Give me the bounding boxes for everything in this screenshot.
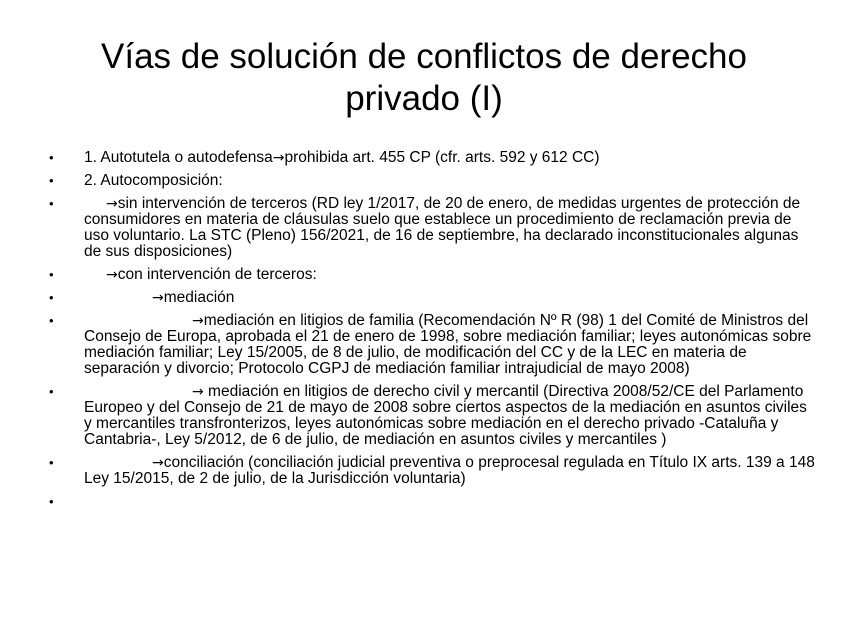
bullet-dot-icon: • <box>49 494 54 509</box>
bullet-item <box>0 313 848 377</box>
bullet-text <box>84 149 600 166</box>
bullet-text <box>84 454 815 487</box>
bullet-item <box>0 150 848 166</box>
bullet-text <box>84 383 807 448</box>
bullet-dot-icon: • <box>49 290 54 305</box>
bullet-head-text: sin intervención de terceros (RD ley 1/2017, de 20 de enero, de medidas urgentes de protección de consumidores en materia de cláusulas suelo que establece un procedimiento de reclamación previa de uso voluntario. La STC (Pleno) 156/2021, de 16 de septiembre, ha declarado inconstitucionales algunas de sus disposiciones) <box>84 195 801 260</box>
bullet-list <box>0 149 848 509</box>
bullet-head-text: mediación <box>163 289 235 306</box>
bullet-dot-icon: • <box>49 455 54 470</box>
arrow-right-icon: → <box>152 455 164 471</box>
bullet-head-text: 2. Autocomposición: <box>84 172 223 189</box>
arrow-right-icon: → <box>192 313 204 329</box>
arrow-right-icon: → <box>192 384 204 400</box>
bullet-item <box>0 196 848 260</box>
bullet-dot-icon: • <box>49 173 54 188</box>
slide-title: Vías de solución de conflictos de derecho privado (I) <box>101 37 747 118</box>
bullet-item <box>0 384 848 448</box>
arrow-right-icon: → <box>152 290 164 306</box>
bullet-head-text: con intervención de terceros: <box>117 266 317 283</box>
bullet-head-text: 1. Autotutela o autodefensa <box>84 149 273 166</box>
bullet-item <box>0 173 848 189</box>
bullet-text <box>84 195 800 260</box>
arrow-right-icon: → <box>106 196 118 212</box>
arrow-right-icon: → <box>106 267 118 283</box>
bullet-head-text: mediación en litigios de derecho civil y mercantil (Directiva 2008/52/CE del Parlamento Europeo y del Consejo de 21 de mayo de 2008 sobre ciertos aspectos de la mediación en asuntos civiles y mercantiles transfronterizos, leyes autonómicas sobre mediación en el derecho privado -Cataluña y Cantabria-, Ley 5/2012, de 6 de julio, de mediación en asuntos civiles y mercantiles ) <box>84 383 807 448</box>
bullet-head-text: mediación en litigios de familia (Recomendación Nº R (98) 1 del Comité de Ministros del Consejo de Europa, aprobada el 21 de enero de 1998, sobre mediación familiar; leyes autonómicas sobre mediación familiar; Ley 15/2005, de 8 de julio, de modificación del CC y de la LEC en materia de separación y divorcio; Protocolo CGPJ de mediación familiar intrajudicial de mayo 2008) <box>84 312 812 377</box>
bullet-text <box>84 289 234 306</box>
bullet-dot-icon: • <box>49 313 54 328</box>
bullet-text <box>84 266 317 283</box>
bullet-item <box>0 455 848 487</box>
bullet-dot-icon: • <box>49 150 54 165</box>
bullet-item <box>0 290 848 306</box>
bullet-tail-text: prohibida art. 455 CP (cfr. arts. 592 y 612 CC) <box>284 149 600 166</box>
bullet-text <box>84 312 811 377</box>
bullet-dot-icon: • <box>49 384 54 399</box>
bullet-head-text: conciliación (conciliación judicial preventiva o preprocesal regulada en Título IX arts. 139 a 148 Ley 15/2015, de 2 de julio, de la Jurisdicción voluntaria) <box>84 454 815 487</box>
bullet-text <box>84 172 223 189</box>
arrow-right-icon: → <box>272 150 285 166</box>
bullet-dot-icon: • <box>49 267 54 282</box>
bullet-item <box>0 267 848 283</box>
bullet-dot-icon: • <box>49 196 54 211</box>
